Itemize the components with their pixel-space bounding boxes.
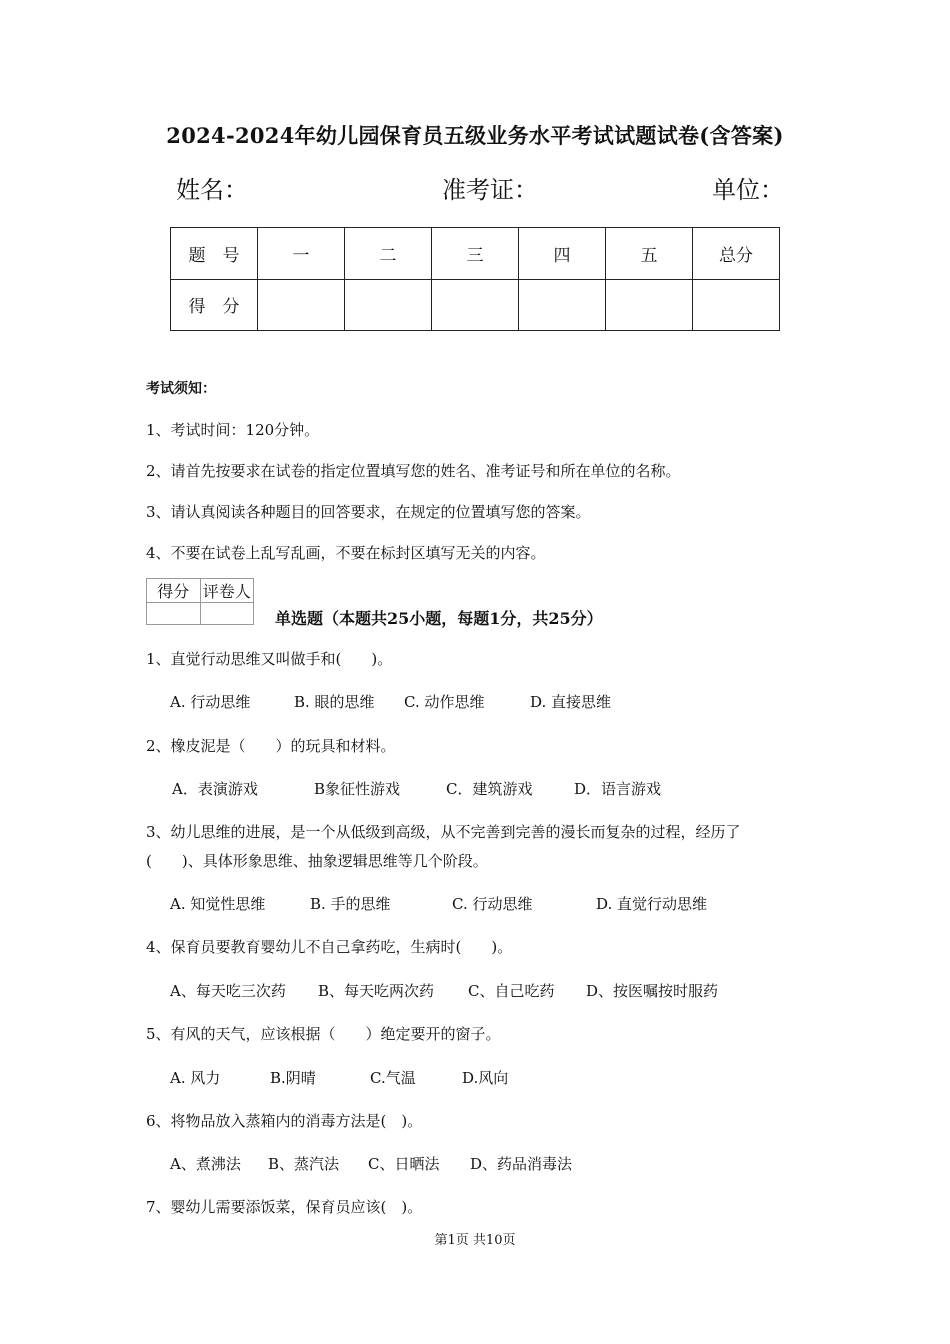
notice-item: 3、请认真阅读各种题目的回答要求，在规定的位置填写您的答案。 xyxy=(146,503,591,521)
option: C.气温 xyxy=(370,1069,416,1087)
option: A. 风力 xyxy=(170,1069,221,1087)
option: C、自己吃药 xyxy=(468,982,555,1000)
score-header-cell: 二 xyxy=(345,228,432,280)
grader-box xyxy=(146,578,254,625)
option: C、日晒法 xyxy=(368,1155,440,1173)
option: B象征性游戏 xyxy=(314,780,401,798)
question-text: 6、将物品放入蒸箱内的消毒方法是( )。 xyxy=(146,1112,423,1130)
option: A．表演游戏 xyxy=(172,780,258,798)
page-footer: 第1页 共10页 xyxy=(434,1233,516,1248)
score-cell[interactable] xyxy=(432,279,519,331)
option: C. 行动思维 xyxy=(452,895,533,913)
option: A、煮沸法 xyxy=(170,1155,241,1173)
option: B. 手的思维 xyxy=(310,895,391,913)
question-text: 4、保育员要教育婴幼儿不自己拿药吃，生病时( )。 xyxy=(146,938,513,956)
option: C．建筑游戏 xyxy=(446,780,533,798)
score-table-header-row xyxy=(171,228,780,280)
score-table xyxy=(170,227,780,331)
grader-score-cell[interactable] xyxy=(147,603,201,625)
option: D.风向 xyxy=(462,1069,509,1087)
question-text-continued: ( )、具体形象思维、抽象逻辑思维等几个阶段。 xyxy=(146,852,488,870)
option: A. 行动思维 xyxy=(170,693,251,711)
grader-name-label: 评卷人 xyxy=(200,579,254,603)
name-field-label: 姓名： xyxy=(176,176,248,204)
score-cell[interactable] xyxy=(693,279,780,331)
option: B、每天吃两次药 xyxy=(318,982,435,1000)
unit-field-label: 单位： xyxy=(712,176,784,204)
score-header-cell: 四 xyxy=(519,228,606,280)
option: B.阴晴 xyxy=(270,1069,316,1087)
option: D. 直觉行动思维 xyxy=(596,895,708,913)
score-row-label: 得 分 xyxy=(171,279,258,331)
option: A. 知觉性思维 xyxy=(170,895,266,913)
notice-heading: 考试须知： xyxy=(146,381,216,397)
question-text: 3、幼儿思维的进展，是一个从低级到高级，从不完善到完善的漫长而复杂的过程，经历了 xyxy=(146,823,741,841)
score-header-cell: 题 号 xyxy=(171,228,258,280)
grader-score-label: 得分 xyxy=(147,579,201,603)
score-cell[interactable] xyxy=(345,279,432,331)
question-text: 1、直觉行动思维又叫做手和( )。 xyxy=(146,650,393,668)
score-table-score-row xyxy=(171,279,780,331)
option: D. 直接思维 xyxy=(530,693,612,711)
option: D．语言游戏 xyxy=(574,780,662,798)
grader-name-cell[interactable] xyxy=(200,603,254,625)
section-title: 单选题（本题共25小题，每题1分，共25分） xyxy=(275,609,603,628)
notice-item: 1、考试时间：120分钟。 xyxy=(146,421,320,439)
score-header-cell: 总分 xyxy=(693,228,780,280)
score-cell[interactable] xyxy=(519,279,606,331)
score-header-cell: 三 xyxy=(432,228,519,280)
score-cell[interactable] xyxy=(606,279,693,331)
question-text: 2、橡皮泥是（ ）的玩具和材料。 xyxy=(146,737,396,755)
exam-id-field-label: 准考证： xyxy=(442,176,538,204)
option: A、每天吃三次药 xyxy=(170,982,286,1000)
score-header-cell: 一 xyxy=(258,228,345,280)
notice-item: 2、请首先按要求在试卷的指定位置填写您的姓名、准考证号和所在单位的名称。 xyxy=(146,462,681,480)
question-text: 7、婴幼儿需要添饭菜，保育员应该( )。 xyxy=(146,1198,423,1216)
option: C. 动作思维 xyxy=(404,693,485,711)
question-text: 5、有风的天气，应该根据（ ）绝定要开的窗子。 xyxy=(146,1025,501,1043)
score-cell[interactable] xyxy=(258,279,345,331)
notice-item: 4、不要在试卷上乱写乱画，不要在标封区填写无关的内容。 xyxy=(146,544,546,562)
option: B. 眼的思维 xyxy=(294,693,375,711)
option: D、药品消毒法 xyxy=(470,1155,573,1173)
score-header-cell: 五 xyxy=(606,228,693,280)
option: D、按医嘱按时服药 xyxy=(586,982,719,1000)
option: B、蒸汽法 xyxy=(268,1155,340,1173)
exam-title: 2024-2024年幼儿园保育员五级业务水平考试试题试卷(含答案) xyxy=(166,123,784,148)
